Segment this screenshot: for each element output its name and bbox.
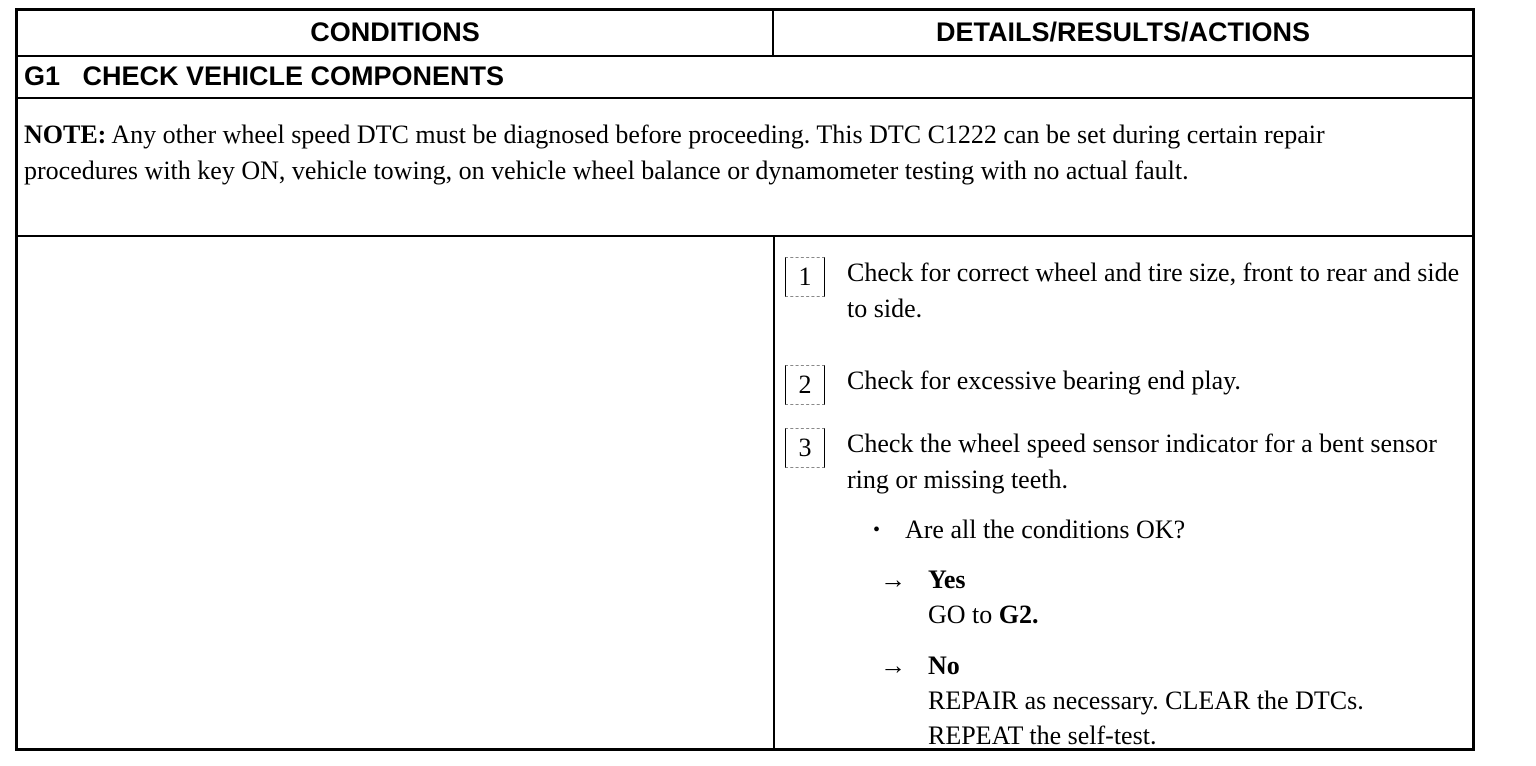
note-label: NOTE: [24,120,107,149]
step-text: Check for excessive bearing end play. [847,366,1241,395]
test-step-title: G1 CHECK VEHICLE COMPONENTS [24,61,505,91]
answer-yes-action [928,597,1039,632]
test-step-title-row [18,55,1472,99]
column-divider [773,237,775,748]
question-item [873,512,1185,548]
details-header: DETAILS/RESULTS/ACTIONS [935,17,1310,47]
diagnostic-table [15,8,1475,751]
answer-yes-target-link: G2. [998,600,1039,629]
bullet-icon: • [873,519,881,541]
answer-no-label: No [928,651,960,680]
note-row [18,99,1472,237]
answer-no-action-line-1: REPAIR as necessary. CLEAR the DTCs. [928,686,1364,715]
step-number-box: 3 [785,428,825,468]
answer-yes-action-text: GO to [928,600,999,629]
step-number-box: 1 [785,257,825,297]
answer-no-action-line-2: REPEAT the self-test. [928,721,1157,750]
question-text: Are all the conditions OK? [905,515,1186,544]
arrow-right-icon: → [880,651,906,680]
note-paragraph [24,117,1444,189]
note-body: Any other wheel speed DTC must be diagnosed before proceeding. This DTC C1222 can be set during certain repair procedures with key ON, vehicle towing, on vehicle wheel balance or dynamometer testing with no actual fault. [24,120,1325,185]
arrow-right-icon: → [880,565,906,594]
answer-yes-label: Yes [928,565,966,594]
conditions-details-row [18,237,1472,748]
conditions-header: CONDITIONS [18,11,774,55]
table-header-row [18,11,1472,57]
step-text: Check for correct wheel and tire size, front to rear and side to side. [847,258,1460,323]
step-number-box: 2 [785,365,825,405]
step-text: Check the wheel speed sensor indicator for a bent sensor ring or missing teeth. [847,429,1437,494]
